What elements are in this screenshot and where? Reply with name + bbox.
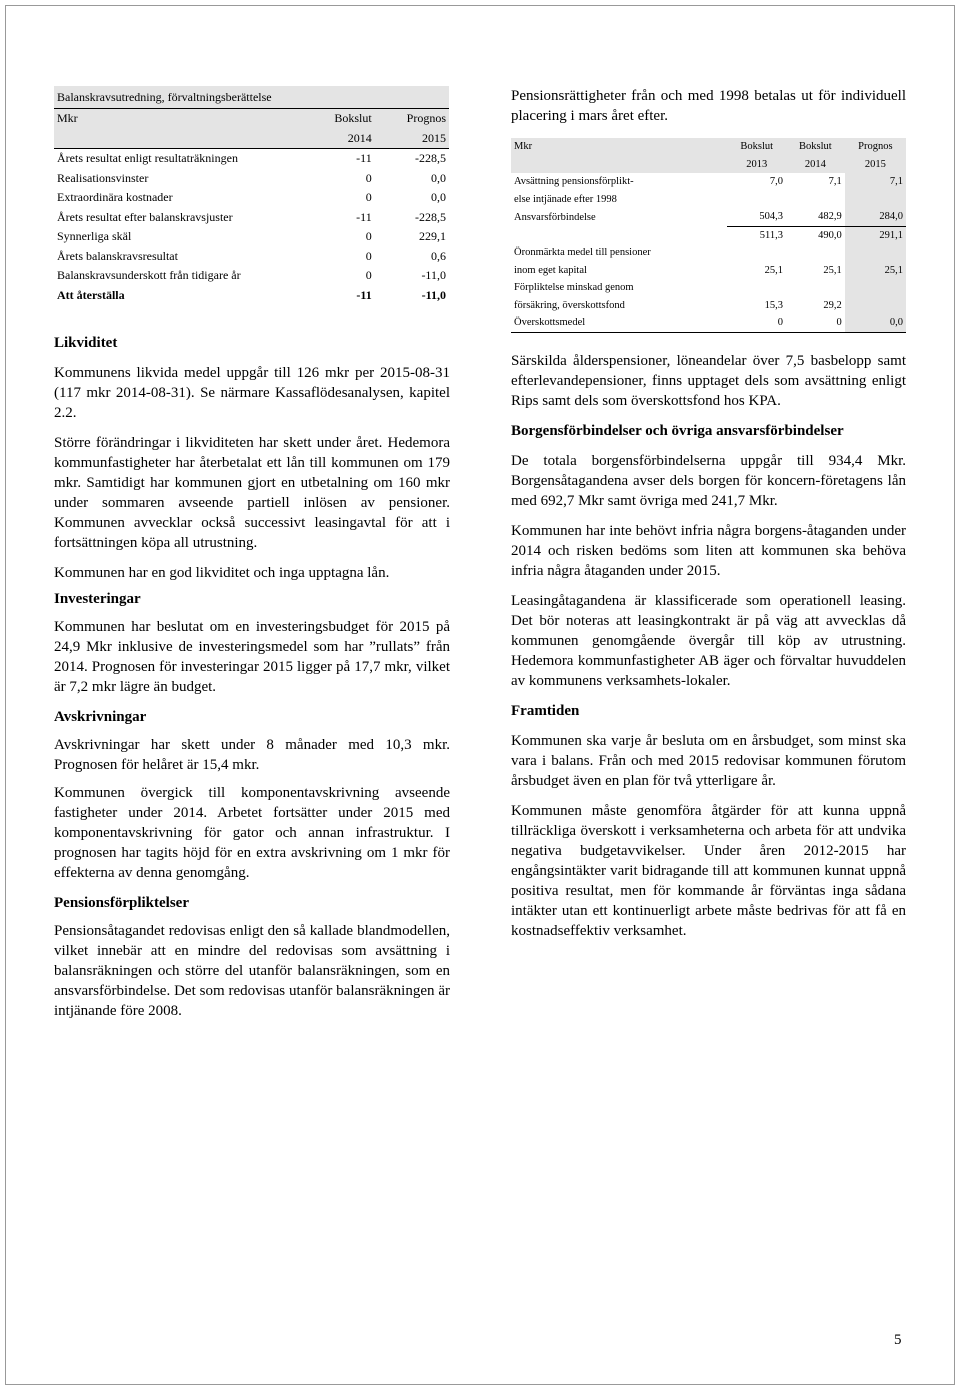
table-row — [54, 266, 449, 286]
paragraph: Avskrivningar har skett under 8 månader med 10,3 mkr. Prognosen för helåret är 15,4 mkr. — [54, 737, 450, 773]
row-value-2014: 0 — [365, 170, 372, 185]
table-row — [511, 314, 906, 332]
page-number: 5 — [894, 1332, 902, 1348]
left-column — [54, 86, 450, 1021]
cell: 0 — [777, 317, 784, 329]
right-column — [511, 86, 906, 941]
table-row — [511, 262, 906, 280]
ptable-head-label: Mkr — [514, 141, 533, 153]
row-value-2014: -11 — [356, 151, 372, 166]
balance-col1-year: 2014 — [289, 129, 374, 149]
row-value-2015: -228,5 — [415, 151, 446, 166]
table-row — [511, 279, 906, 297]
row-value-2014: 0 — [365, 248, 372, 263]
row-value-2015: -11,0 — [421, 268, 446, 283]
cell: 511,3 — [727, 226, 786, 244]
row-label: Att återställa — [57, 287, 125, 302]
paragraph: Pensionsrättigheter från och med 1998 betalas ut för individuell placering i mars året efter. — [511, 88, 906, 124]
heading-borgensforbindelser: Borgensförbindelser och övriga ansvarsförbindelser — [511, 422, 844, 439]
row-label: inom eget kapital — [514, 264, 587, 276]
table-row — [54, 169, 449, 189]
table-row — [511, 173, 906, 191]
table-row — [54, 247, 449, 267]
row-value-2015: 0,0 — [431, 170, 446, 185]
row-value-2014: 0 — [365, 229, 372, 244]
table-row — [511, 191, 906, 209]
row-label: Balanskravsunderskott från tidigare år — [57, 268, 241, 283]
cell: 0,0 — [845, 314, 906, 332]
row-value-2015: 229,1 — [419, 229, 446, 244]
row-label: Synnerliga skäl — [57, 229, 132, 244]
pension-table — [511, 138, 906, 333]
cell: 504,3 — [759, 211, 784, 223]
cell: 25,1 — [823, 264, 842, 276]
cell: 291,1 — [845, 226, 906, 244]
paragraph: Särskilda ålderspensioner, löneandelar över 7,5 basbelopp samt efterlevandepensioner, finns upptaget dels som avsättning enligt Rips samt dels som överskottsfond hos KPA. — [511, 352, 906, 409]
paragraph: Kommunen ska varje år besluta om en årsbudget, som minst ska vara i balans. Från och med 2015 redovisar kommunen förutom årsbudget även en plan för två ytterligare år. — [511, 732, 906, 789]
heading-likviditet: Likviditet — [54, 335, 118, 351]
cell: 7,1 — [828, 176, 842, 188]
cell: 482,9 — [818, 211, 842, 223]
table-row — [511, 297, 906, 315]
balance-col2-year: 2015 — [375, 129, 449, 149]
paragraph: Större förändringar i likviditeten har skett under året. Hedemora kommunfastigheter har återbetalat ett lån till kommunen om 179 mkr. Samtidigt har kommunen gjort en utbetalning om 160 mkr under sommaren avseende partiell inlösen av pensioner. Kommunen avvecklar också successivt leasingavtal för att i fortsättningen köpa all utrustning. — [54, 435, 450, 551]
cell: 7,0 — [769, 176, 784, 188]
cell: 284,0 — [845, 208, 906, 226]
paragraph: Leasingåtagandena är klassificerade som operationell leasing. Det bör noteras att leasingkontrakt är på väg att avvecklas då kommunen genomgående övergår till köp av utrustning. Hedemora kommunfastigheter AB äger och förvaltar huvuddelen av kommunens verksamhets-lokaler. — [511, 592, 906, 689]
ptable-head-1: Bokslut — [740, 141, 774, 153]
row-label: Realisationsvinster — [57, 170, 149, 185]
heading-framtiden: Framtiden — [511, 702, 580, 719]
row-value-2014: 0 — [365, 268, 372, 283]
table-row — [54, 188, 449, 208]
ptable-head-2: Bokslut — [799, 141, 832, 153]
balance-table — [54, 86, 449, 305]
row-value-2015: -11,0 — [421, 287, 446, 302]
cell: 7,1 — [845, 173, 906, 191]
row-label: else intjänade efter 1998 — [514, 193, 617, 205]
row-label: Avsättning pensionsförplikt- — [514, 176, 634, 188]
row-value-2015: -228,5 — [415, 209, 446, 224]
paragraph: Kommunen måste genomföra åtgärder för att kunna uppnå tillräckliga överskott i verksamheterna och arbeta för att undvika negativa budgetavvikelser. Under åren 2012-2015 har engångsintäkter varit bidragande till att kommunen kunnat uppnå positiva resultat, men för kommande år förväntas inga sådana intäkter utan ett kontinuerligt arbete måste bedrivas för att få en kostnadseffektiv verksamhet. — [511, 802, 906, 939]
cell: 15,3 — [764, 299, 784, 311]
row-value-2015: 0,0 — [431, 190, 446, 205]
table-row — [511, 208, 906, 226]
balance-header-label: Mkr — [54, 109, 289, 129]
heading-avskrivningar: Avskrivningar — [54, 709, 147, 725]
paragraph: Kommunens likvida medel uppgår till 126 mkr per 2015-08-31 (117 mkr 2014-08-31). Se närmare Kassaflödesanalysen, kapitel 2.2. — [54, 365, 450, 421]
cell: 25,1 — [764, 264, 784, 276]
cell: 0 — [836, 317, 842, 329]
row-label: Ansvarsförbindelse — [514, 211, 596, 223]
cell — [845, 297, 906, 315]
row-value-2015: 0,6 — [431, 248, 446, 263]
ptable-year-2: 2014 — [804, 158, 826, 170]
row-value-2014: -11 — [356, 287, 372, 302]
table-row-subtotal — [511, 226, 906, 244]
row-label: Extraordinära kostnader — [57, 190, 173, 205]
table-row — [54, 227, 449, 247]
table-row — [511, 244, 906, 262]
ptable-year-1: 2013 — [746, 158, 768, 170]
row-label: Överskottsmedel — [514, 317, 586, 329]
row-label: Årets balanskravsresultat — [57, 248, 178, 263]
row-label: försäkring, överskottsfond — [514, 299, 625, 311]
cell: 25,1 — [845, 262, 906, 280]
paragraph: De totala borgensförbindelserna uppgår till 934,4 Mkr. Borgensåtagandena avser dels borgen för koncern-företagens lån med 692,7 Mkr samt övriga med 241,7 Mkr. — [511, 452, 906, 509]
paragraph: Pensionsåtagandet redovisas enligt den så kallade blandmodellen, vilket innebär att en mindre del redovisas som avsättning i balansräkningen och större del utanför balansräkningen, som en ansvarsförbindelse. Det som redovisas utanför balansräkningen är intjänande före 2008. — [54, 923, 450, 1019]
row-label: Årets resultat enligt resultaträkningen — [57, 151, 238, 166]
balance-col1-head: Bokslut — [289, 109, 374, 129]
paragraph: Kommunen har inte behövt infria några borgens-åtaganden under 2014 och risken bedöms som liten att kommunen ska behöva infria några åtaganden under 2015. — [511, 522, 906, 579]
ptable-head-3: Prognos — [858, 141, 893, 153]
table-row — [54, 208, 449, 228]
table-row — [54, 149, 449, 169]
cell: 29,2 — [823, 299, 842, 311]
row-label: Öronmärkta medel till pensioner — [514, 247, 651, 259]
row-value-2014: 0 — [365, 190, 372, 205]
row-label: Förpliktelse minskad genom — [514, 282, 634, 294]
paragraph: Kommunen övergick till komponentavskrivning avseende fastigheter under 2014. Arbetet fortsätter under 2015 med komponentavskrivning för gator och annan infrastruktur. I prognosen har tagits höjd för en extra avskrivning om 1 mkr för effekterna av denna genomgång. — [54, 785, 450, 881]
heading-investeringar: Investeringar — [54, 591, 141, 607]
paragraph: Kommunen har beslutat om en investeringsbudget för 2015 på 24,9 Mkr inklusive de investeringsmedel som har ”rullats” från 2014. Prognosen för investeringar 2015 ligger på 17,7 mkr, vilket är 7,2 mkr lägre än budget. — [54, 619, 450, 695]
paragraph: Kommunen har en god likviditet och inga upptagna lån. — [54, 565, 390, 581]
table-row-total — [54, 286, 449, 306]
heading-pensionsforpliktelser: Pensionsförpliktelser — [54, 895, 189, 911]
cell: 490,0 — [786, 226, 845, 244]
row-label: Årets resultat efter balanskravsjuster — [57, 209, 233, 224]
balance-caption: Balanskravsutredning, förvaltningsberättelse — [54, 86, 449, 109]
balance-col2-head: Prognos — [375, 109, 449, 129]
row-value-2014: -11 — [356, 209, 372, 224]
ptable-year-3: 2015 — [864, 158, 886, 170]
